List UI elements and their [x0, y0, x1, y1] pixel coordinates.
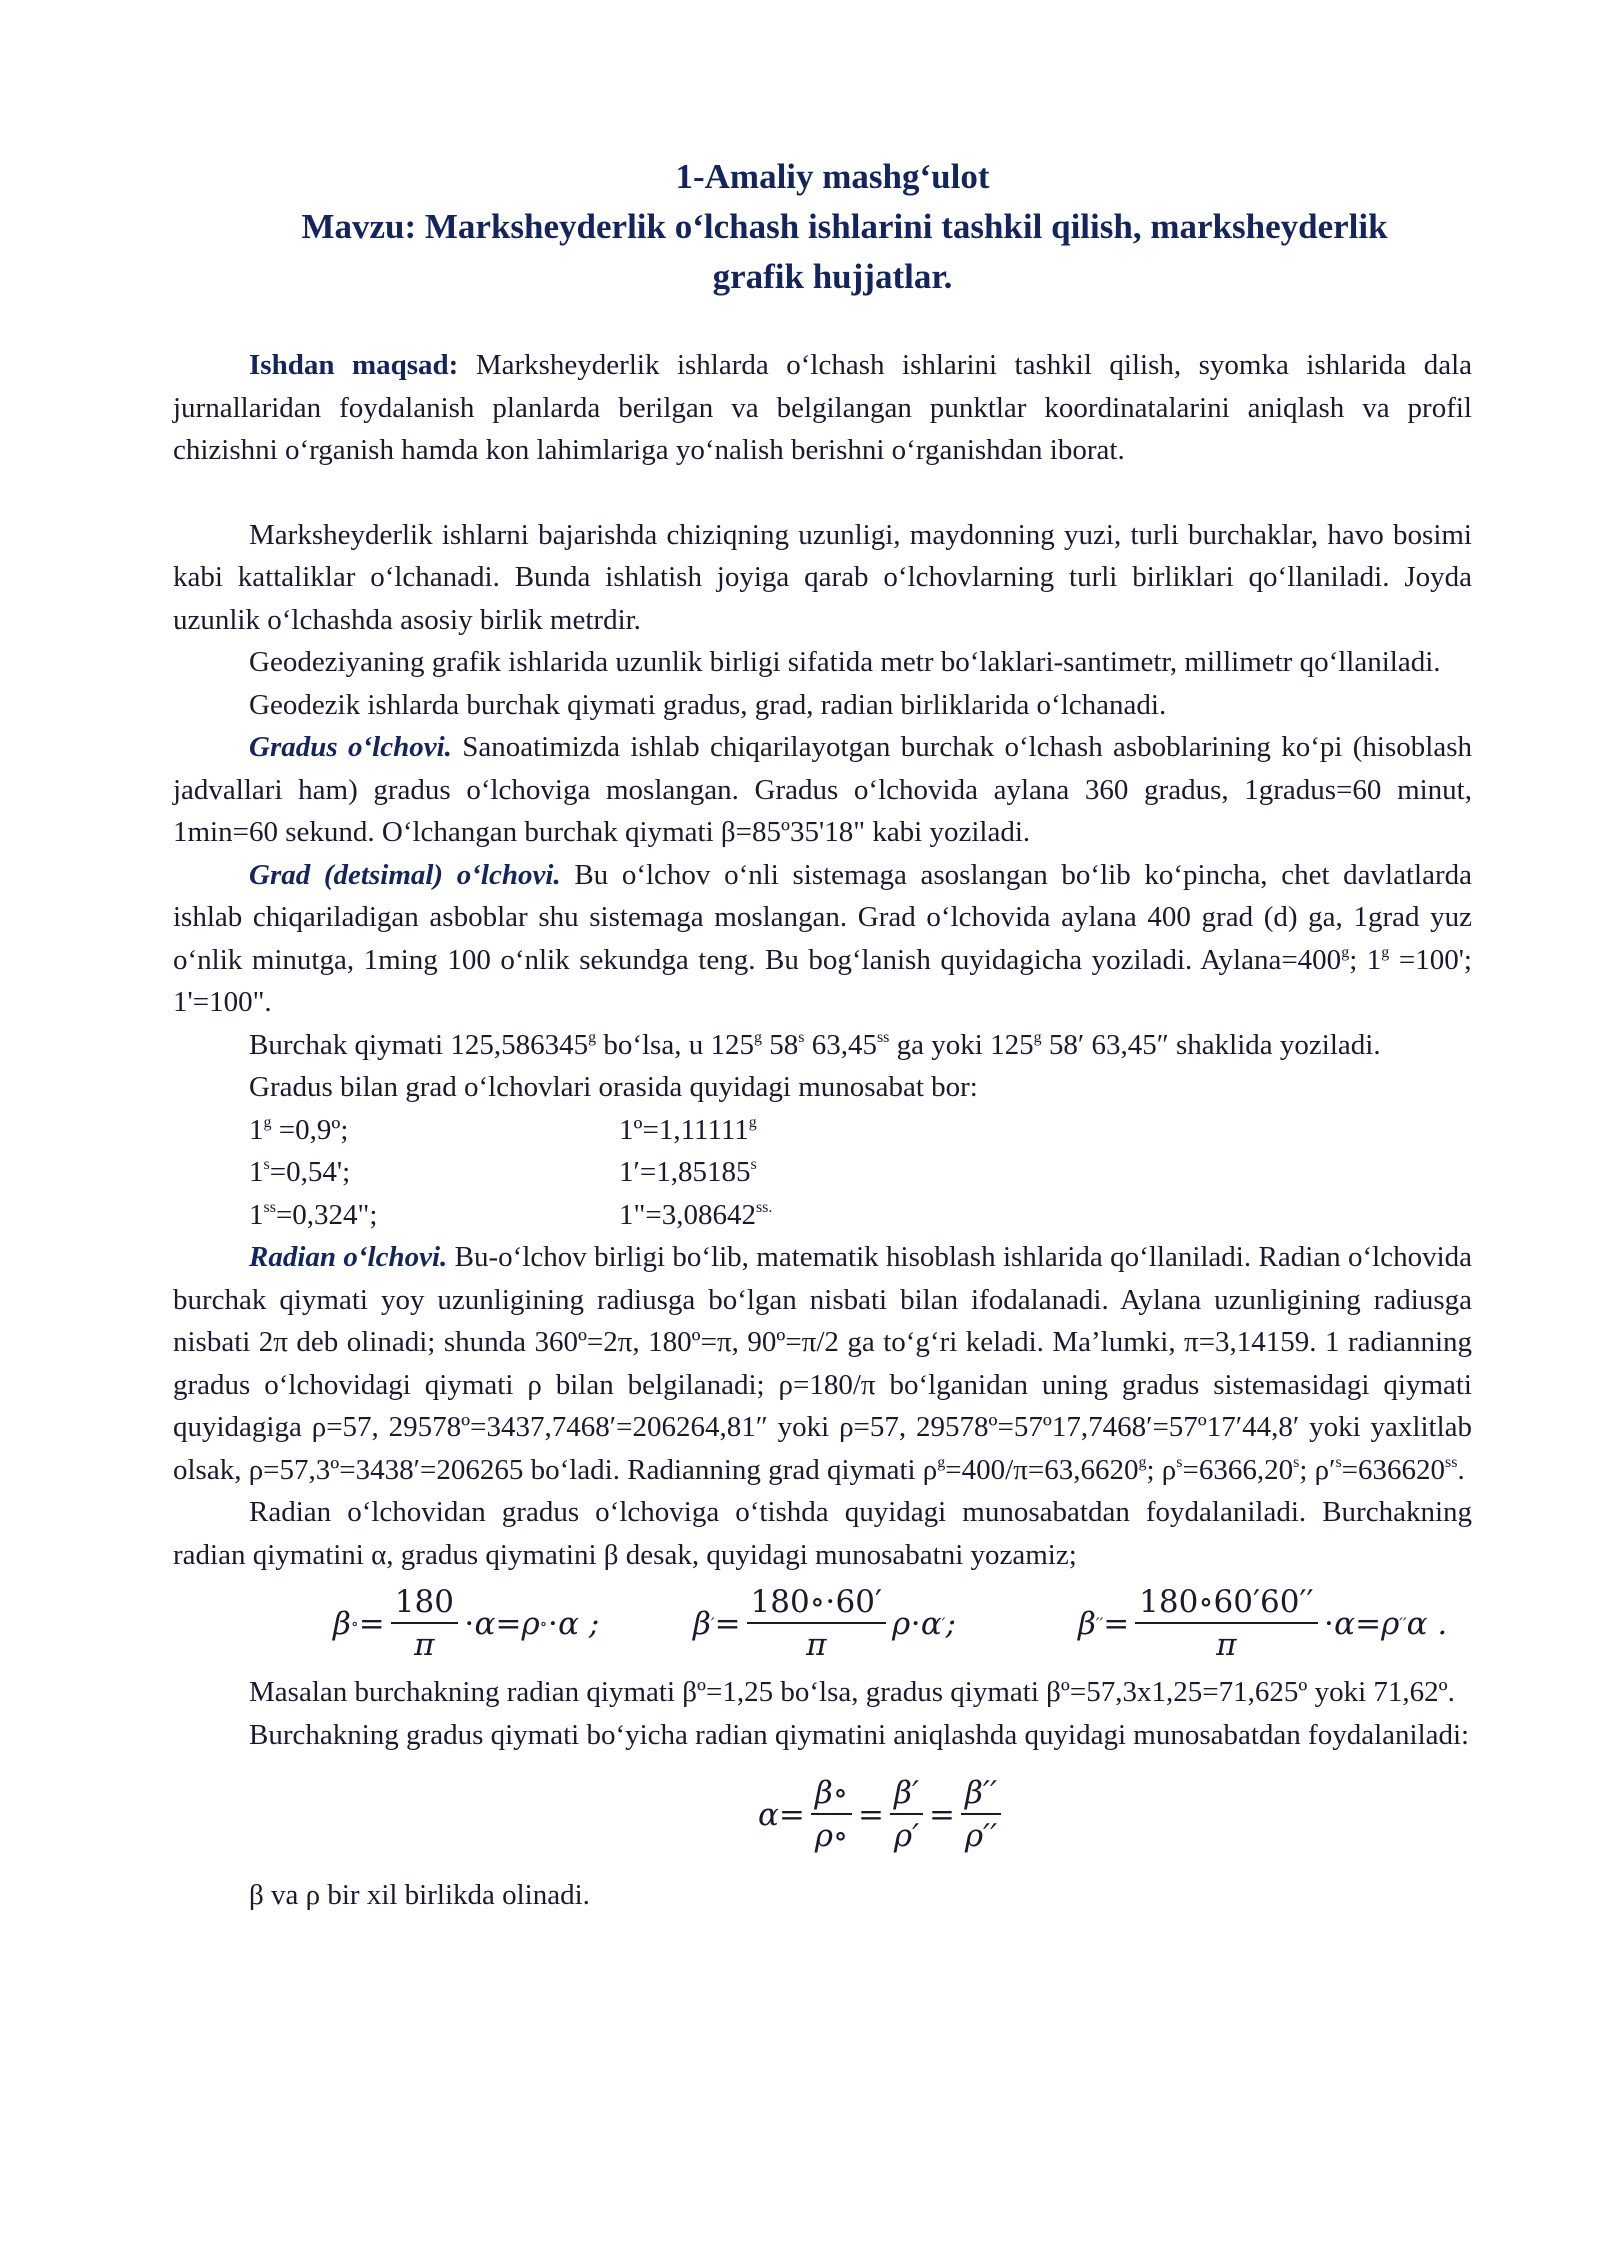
radian-text: ; ρ′	[1299, 1453, 1336, 1486]
angle-sup: s	[798, 1028, 805, 1046]
angle-value-paragraph	[173, 1024, 1472, 1067]
relation-right	[619, 1194, 772, 1237]
example-paragraph: Masalan burchakning radian qiymati βº=1,25 bo‘lsa, gradus qiymati βº=57,3x1,25=71,625º yoki 71,62º.	[249, 1676, 1455, 1708]
radian-text: ; ρ	[1146, 1453, 1177, 1486]
relation-right	[619, 1151, 757, 1194]
formula-fraction	[1135, 1582, 1317, 1666]
formula-symbol: ρ⋅α	[892, 1605, 942, 1642]
formula-symbol: β	[693, 1605, 711, 1642]
formula-degrees	[333, 1576, 599, 1671]
fraction-numerator: 180	[391, 1582, 458, 1624]
radian-text: Bu-o‘lchov birligi bo‘lib, matematik hisoblash ishlarida qo‘llaniladi. Radian o‘lchovida burchak qiymati yoy uzunligining radiusga bo‘lgan nisbati bilan ifodalanadi. Aylana uzunligining radiusga nisbati 2π deb olinadi; shunda 360º=2π, 180º=π, 90º=π/2 ga to‘g‘ri keladi. Ma’lumki, π=3,14159. 1 radianning gradus o‘lchovidagi qiymati ρ bilan belgilanadi; ρ=180/π bo‘lganidan uning gradus sistemasidagi qiymati quyidagiga ρ=57, 29578º=3437,7468′=206264,81″ yoki ρ=57, 29578º=57º17,7468′=57º17′44,8′ yoki yaxlitlab olsak, ρ=57,3º=3438′=206265 bo‘ladi. Radianning grad qiymati ρ	[173, 1241, 1473, 1486]
paragraph-3: Geodezik ishlarda burchak qiymati gradus, grad, radian birliklarida o‘lchanadi.	[249, 688, 1167, 721]
formula-gradus-to-radian	[173, 1756, 1472, 1874]
grad-sup: g	[1381, 943, 1390, 961]
title-line-3: grafik hujjatlar.	[712, 257, 953, 296]
formula-eq: =	[358, 1605, 385, 1642]
fraction-numerator: β∘	[811, 1773, 852, 1815]
relation-right-text: 1′=1,85185	[619, 1156, 751, 1188]
paragraph-2: Geodeziyaning grafik ishlarida uzunlik birligi sifatida metr bo‘laklari-santimetr, millimetr qo‘llaniladi.	[249, 646, 1441, 678]
angle-sup: ss	[876, 1028, 890, 1046]
angle-text: Burchak qiymati 125,586345	[249, 1028, 589, 1061]
relation-right-text: 1º=1,11111	[619, 1113, 749, 1146]
relation-left: =0,9º;	[271, 1113, 349, 1146]
relation-row	[173, 1194, 1472, 1237]
relation-row	[173, 1151, 1472, 1194]
relation-left: 1	[249, 1156, 264, 1188]
formula-symbol: α=	[758, 1797, 805, 1833]
angle-sup: g	[588, 1028, 597, 1046]
fraction-denominator: ρ∘	[814, 1818, 849, 1854]
formula-symbol: β	[333, 1605, 351, 1642]
fraction-numerator: 180∘60′60′′	[1135, 1582, 1317, 1624]
last-paragraph: β va ρ bir xil birlikda olinadi.	[249, 1879, 590, 1911]
spacer	[173, 302, 1472, 344]
gradus-to-radian-paragraph: Burchakning gradus qiymati bo‘yicha radian qiymatini aniqlashda quyidagi munosabatdan foydalaniladi:	[249, 1718, 1470, 1751]
angle-text: ga yoki 125	[889, 1028, 1034, 1061]
formula-sup: ∘	[539, 1614, 548, 1633]
grad-text: =100'; 1'=100".	[173, 943, 1472, 1018]
grad-sup: g	[1341, 943, 1350, 961]
formula-symbol: ⋅α=ρ	[1323, 1605, 1400, 1642]
formula-sup: ′′	[1399, 1614, 1407, 1633]
formula-eq: =	[929, 1797, 955, 1833]
spacer	[173, 472, 1472, 514]
radian-sup: s	[1293, 1453, 1300, 1471]
angle-text: 63,45	[804, 1028, 877, 1061]
formula-symbol: ;	[945, 1605, 956, 1642]
fraction-denominator: π	[806, 1626, 827, 1663]
formula-fraction	[391, 1582, 458, 1666]
goal-paragraph	[173, 344, 1472, 472]
title-line-2: Mavzu: Marksheyderlik o‘lchash ishlarini tashkil qilish, marksheyderlik	[301, 207, 1388, 246]
relation-left: 1	[249, 1198, 264, 1231]
relation-sup: ss.	[755, 1198, 773, 1216]
grad-text: Bu o‘lchov o‘nli sistemaga asoslangan bo‘lib ko‘pincha, chet davlatlarda ishlab chiqariladigan asboblar shu sistemaga moslangan. Grad o‘lchovida aylana 400 grad (d) ga, 1grad yuz o‘nlik minutga, 1ming 100 o‘nlik sekundga teng. Bu bog‘lanish quyidagicha yoziladi. Aylana=400	[173, 858, 1472, 976]
relation-sup: s	[750, 1156, 757, 1173]
radian-label: Radian o‘lchovi.	[249, 1241, 448, 1273]
grad-label: Grad (detsimal) o‘lchovi.	[249, 858, 561, 891]
fraction-denominator: ρ′′	[964, 1818, 998, 1854]
grad-text: ; 1	[1349, 943, 1382, 976]
formula-sup: ′	[710, 1614, 715, 1633]
formula-sup: ′	[941, 1614, 946, 1633]
angle-text: 58	[761, 1028, 799, 1061]
relation-sup: ss	[263, 1198, 276, 1216]
radian-text: .	[1457, 1453, 1465, 1486]
relation-left: =0,324";	[275, 1198, 378, 1231]
angle-text: bo‘lsa, u 125	[596, 1028, 754, 1061]
document-title	[173, 152, 1472, 302]
gradus-label: Gradus o‘lchovi.	[249, 731, 452, 763]
radian-text: =6366,20	[1182, 1453, 1294, 1486]
gradus-paragraph	[173, 726, 1472, 854]
fraction-denominator: ρ′	[893, 1818, 920, 1854]
relation-sup: g	[748, 1113, 757, 1131]
relation-sup: s	[263, 1156, 270, 1173]
formula-sup: ∘	[350, 1614, 359, 1633]
formula-symbol: β	[1078, 1605, 1096, 1642]
formula-symbol: ⋅α=ρ	[463, 1605, 540, 1642]
formula-eq: =	[714, 1605, 741, 1642]
angle-sup: g	[1033, 1028, 1042, 1046]
formula-fraction	[811, 1773, 852, 1857]
radian-paragraph	[173, 1236, 1472, 1491]
relations-intro: Gradus bilan grad o‘lchovlari orasida quyidagi munosabat bor:	[249, 1071, 978, 1103]
radian-text: =636620	[1341, 1453, 1446, 1486]
gradus-text: Sanoatimizda ishlab chiqarilayotgan burchak o‘lchash asboblarining ko‘pi (hisoblash jadvallari ham) gradus o‘lchoviga moslangan. Gradus o‘lchovida aylana 360 gradus, 1gradus=60 minut, 1min=60 sekund. O‘lchangan burchak qiymati β=85º35'18" kabi yoziladi.	[173, 731, 1472, 848]
angle-text: 58′ 63,45″ shaklida yoziladi.	[1041, 1028, 1381, 1061]
formula-radian-to-gradus	[173, 1576, 1472, 1671]
radian-sup: g	[1138, 1453, 1147, 1471]
formula-seconds	[1078, 1576, 1447, 1671]
goal-text: Marksheyderlik ishlarda o‘lchash ishlarini tashkil qilish, syomka ishlarida dala jurnallaridan foydalanish planlarda berilgan va belgilangan punktlar koordinatalarini aniqlash va profil chizishni o‘rganish hamda kon lahimlariga yo‘nalish berishni o‘rganishdan iborat.	[173, 349, 1472, 466]
radian-text: =400/π=63,6620	[945, 1453, 1139, 1486]
radian-sup: g	[937, 1453, 946, 1471]
formula-symbol: ⋅α ;	[547, 1605, 600, 1642]
fraction-numerator: 180∘⋅60′	[747, 1582, 886, 1624]
formula-minutes	[693, 1576, 956, 1671]
formula-fraction	[961, 1773, 1001, 1857]
goal-label: Ishdan maqsad:	[249, 349, 459, 381]
radian-sup: ss	[1445, 1453, 1458, 1471]
formula-fraction	[747, 1582, 886, 1666]
fraction-numerator: β′′	[961, 1773, 1001, 1815]
radian-sup: s	[1176, 1453, 1183, 1471]
fraction-denominator: π	[414, 1626, 435, 1663]
angle-sup: g	[753, 1028, 762, 1046]
title-line-1: 1-Amaliy mashg‘ulot	[675, 157, 990, 196]
grad-paragraph	[173, 854, 1472, 1024]
formula-eq: =	[1103, 1605, 1130, 1642]
relation-sup: g	[263, 1113, 272, 1131]
relation-left: 1	[249, 1113, 264, 1146]
radian-to-gradus-paragraph: Radian o‘lchovidan gradus o‘lchoviga o‘tishda quyidagi munosabatdan foydalaniladi. Burchakning radian qiymatini α, gradus qiymatini β desak, quyidagi munosabatni yozamiz;	[173, 1496, 1472, 1571]
formula-alpha	[758, 1756, 1007, 1874]
relation-right	[619, 1109, 757, 1152]
relation-right-text: 1"=3,08642	[619, 1198, 756, 1231]
formula-symbol: α .	[1406, 1605, 1448, 1642]
fraction-numerator: β′	[890, 1773, 923, 1815]
formula-eq: =	[858, 1797, 885, 1833]
formula-sup: ′′	[1095, 1614, 1104, 1633]
relation-row	[173, 1109, 1472, 1152]
fraction-denominator: π	[1216, 1626, 1237, 1663]
paragraph-1: Marksheyderlik ishlarni bajarishda chiziqning uzunligi, maydonning yuzi, turli burchaklar, havo bosimi kabi kattaliklar o‘lchanadi. Bunda ishlatish joyiga qarab o‘lchovlarning turli birliklari qo‘llaniladi. Joyda uzunlik o‘lchashda asosiy birlik metrdir.	[173, 518, 1472, 636]
formula-fraction	[890, 1773, 923, 1857]
radian-sup: s	[1335, 1453, 1342, 1471]
relation-left: =0,54';	[269, 1156, 351, 1188]
